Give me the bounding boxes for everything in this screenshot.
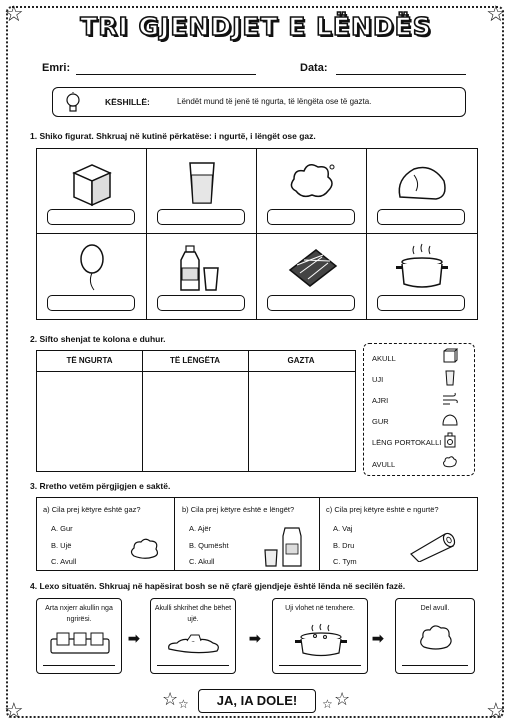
juice-bottle-icon bbox=[442, 432, 458, 448]
footer-banner: JA, IA DOLE! bbox=[198, 689, 316, 713]
star-icon: ☆ bbox=[322, 697, 333, 711]
star-icon: ☆ bbox=[334, 689, 351, 709]
tip-label: KËSHILLË: bbox=[105, 97, 150, 107]
grid-cell bbox=[257, 234, 367, 319]
option[interactable]: A. Gur bbox=[51, 524, 73, 533]
option[interactable]: C. Avull bbox=[51, 557, 77, 566]
column-header-liquid: TË LËNGËTA bbox=[169, 356, 221, 365]
word-bank-item[interactable]: LËNG PORTOKALLI bbox=[372, 438, 442, 447]
option[interactable]: A. Vaj bbox=[333, 524, 353, 533]
question-3a: a) Cila prej këtyre është gaz? bbox=[43, 505, 141, 514]
sorting-table bbox=[36, 350, 356, 472]
star-icon: ☆ bbox=[178, 697, 189, 711]
rock-icon bbox=[392, 157, 452, 207]
steaming-pot-icon bbox=[392, 242, 452, 292]
name-label: Emri: bbox=[42, 62, 71, 74]
answer-box[interactable] bbox=[47, 209, 135, 225]
column-header-solid: TË NGURTA bbox=[66, 356, 113, 365]
column-header-gas: GAZTA bbox=[287, 356, 315, 365]
answer-box[interactable] bbox=[47, 295, 135, 311]
answer-line[interactable] bbox=[43, 665, 115, 666]
star-icon: ☆ bbox=[486, 698, 506, 723]
tip-box bbox=[52, 87, 466, 117]
answer-line[interactable] bbox=[402, 665, 468, 666]
multiple-choice-box bbox=[36, 497, 478, 571]
word-bank bbox=[363, 343, 475, 476]
steam-cloud-icon bbox=[442, 454, 458, 470]
star-icon: ☆ bbox=[4, 1, 24, 26]
grid-cell bbox=[257, 149, 367, 234]
milk-bottle-icon bbox=[172, 242, 232, 292]
date-label: Data: bbox=[300, 62, 328, 74]
name-field[interactable] bbox=[76, 74, 256, 75]
answer-box[interactable] bbox=[267, 295, 355, 311]
answer-line[interactable] bbox=[157, 665, 229, 666]
grid-cell bbox=[367, 234, 477, 319]
worksheet-title: TRI GJENDJET E LËNDËS bbox=[80, 12, 432, 41]
answer-box[interactable] bbox=[377, 295, 465, 311]
column-divider bbox=[319, 498, 320, 570]
smoke-cloud-icon bbox=[282, 157, 342, 207]
arrow-right-icon: ➡ bbox=[128, 630, 140, 646]
steam-cloud-icon bbox=[416, 621, 456, 653]
glass-of-water-icon bbox=[172, 157, 232, 207]
option[interactable]: C. Tym bbox=[333, 557, 357, 566]
step-text: Del avull. bbox=[420, 605, 450, 612]
option[interactable]: B. Ujë bbox=[51, 541, 72, 550]
ice-cube-icon bbox=[442, 348, 458, 364]
boiling-pot-icon bbox=[291, 623, 351, 657]
sequence-step-2 bbox=[150, 598, 236, 674]
question-4-title: 4. Lexo situatën. Shkruaj në hapësirat bosh se në çfarë gjendjeje është lënda në secilën fazë. bbox=[30, 581, 406, 591]
word-bank-item[interactable]: GUR bbox=[372, 417, 389, 426]
arrow-right-icon: ➡ bbox=[249, 630, 261, 646]
picture-grid bbox=[36, 148, 478, 320]
word-bank-item[interactable]: UJI bbox=[372, 375, 384, 384]
grid-cell bbox=[147, 149, 257, 234]
word-bank-item[interactable]: AJRI bbox=[372, 396, 389, 405]
option[interactable]: B. Qumësht bbox=[189, 541, 229, 550]
arrow-right-icon: ➡ bbox=[372, 630, 384, 646]
milk-carton-icon bbox=[261, 526, 307, 568]
question-3b: b) Cila prej këtyre është e lëngët? bbox=[182, 505, 295, 514]
word-bank-item[interactable]: AKULL bbox=[372, 354, 396, 363]
steam-cloud-icon bbox=[129, 536, 161, 560]
option[interactable]: B. Dru bbox=[333, 541, 355, 550]
answer-box[interactable] bbox=[157, 209, 245, 225]
tip-text: Lëndët mund të jenë të ngurta, të lëngëta ose të gazta. bbox=[177, 97, 372, 106]
grid-cell bbox=[367, 149, 477, 234]
answer-box[interactable] bbox=[157, 295, 245, 311]
step-text: Akulli shkrihet dhe bëhet ujë. bbox=[154, 605, 232, 623]
date-field[interactable] bbox=[336, 74, 466, 75]
balloon-icon bbox=[62, 242, 122, 292]
ice-tray-icon bbox=[49, 631, 111, 655]
liquid-column-area[interactable] bbox=[142, 371, 248, 471]
answer-box[interactable] bbox=[377, 209, 465, 225]
column-divider bbox=[174, 498, 175, 570]
option[interactable]: C. Akull bbox=[189, 557, 215, 566]
star-icon: ☆ bbox=[4, 698, 24, 723]
question-3c: c) Cila prej këtyre është e ngurtë? bbox=[326, 505, 439, 514]
glass-of-water-icon bbox=[442, 370, 458, 386]
sequence-step-1 bbox=[36, 598, 122, 674]
chocolate-bar-icon bbox=[282, 242, 342, 292]
answer-line[interactable] bbox=[279, 665, 361, 666]
wood-log-icon bbox=[405, 528, 461, 562]
solid-column-area[interactable] bbox=[37, 371, 142, 471]
answer-box[interactable] bbox=[267, 209, 355, 225]
melting-ice-icon bbox=[165, 631, 223, 655]
step-text: Arta nxjerr akullin nga ngrirësi. bbox=[45, 605, 113, 623]
sequence-step-3 bbox=[272, 598, 368, 674]
sequence-step-4 bbox=[395, 598, 475, 674]
option[interactable]: A. Ajër bbox=[189, 524, 212, 533]
step-text: Uji vlohet në tenxhere. bbox=[285, 605, 355, 612]
question-3-title: 3. Rretho vetëm përgjigjen e saktë. bbox=[30, 481, 171, 491]
rock-icon bbox=[442, 412, 458, 428]
lightbulb-icon bbox=[65, 92, 81, 114]
question-1-title: 1. Shiko figurat. Shkruaj në kutinë përkatëse: i ngurtë, i lëngët ose gaz. bbox=[30, 131, 316, 141]
wind-icon bbox=[442, 391, 458, 407]
grid-cell bbox=[37, 149, 147, 234]
word-bank-item[interactable]: AVULL bbox=[372, 460, 396, 469]
grid-cell bbox=[37, 234, 147, 319]
gas-column-area[interactable] bbox=[248, 371, 354, 471]
star-icon: ☆ bbox=[162, 689, 179, 709]
grid-cell bbox=[147, 234, 257, 319]
ice-cube-icon bbox=[62, 157, 122, 207]
question-2-title: 2. Sifto shenjat te kolona e duhur. bbox=[30, 334, 166, 344]
star-icon: ☆ bbox=[486, 1, 506, 26]
